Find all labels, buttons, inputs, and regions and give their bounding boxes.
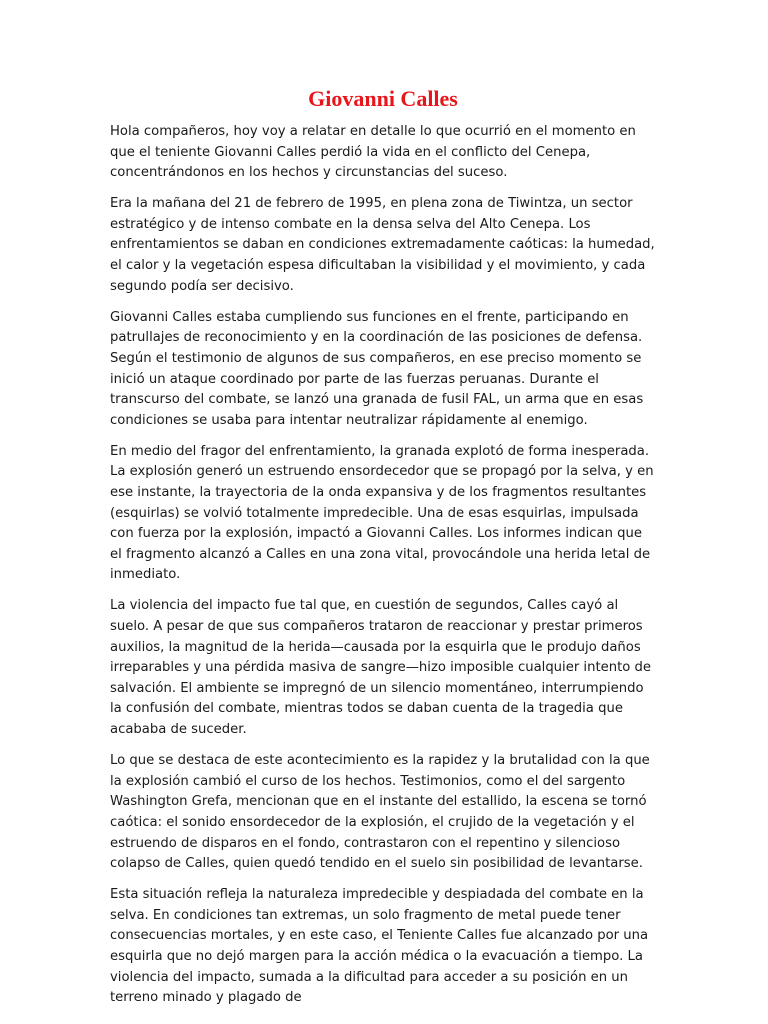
- paragraph-5: La violencia del impacto fue tal que, en cuestión de segundos, Calles cayó al suelo. A pesar de que sus compañeros trataron de reaccionar y prestar primeros auxilios, la magnitud de la herida—causada por la esquirla que le produjo daños irreparables y una pérdida masiva de sangre—hizo imposible cualquier intento de salvación. El ambiente se impregnó de un silencio momentáneo, interrumpiendo la confusión del combate, mientras todos se daban cuenta de la tragedia que acababa de suceder.: [110, 598, 652, 738]
- paragraph-1: Hola compañeros, hoy voy a relatar en detalle lo que ocurrió en el momento en que el teniente Giovanni Calles perdió la vida en el conflicto del Cenepa, concentrándonos en los hechos y circunstancias del suceso.: [110, 124, 636, 181]
- document-page: [110, 84, 656, 1019]
- paragraph-6: Lo que se destaca de este acontecimiento es la rapidez y la brutalidad con la que la explosión cambió el curso de los hechos. Testimonios, como el del sargento Washington Grefa, mencionan que en el instante del estallido, la escena se tornó caótica: el sonido ensordecedor de la explosión, el crujido de la vegetación y el estruendo de disparos en el fondo, contrastaron con el repentino y silencioso colapso de Calles, quien quedó tendido en el suelo sin posibilidad de levantarse.: [110, 753, 650, 872]
- document-title: Giovanni Calles: [308, 86, 458, 111]
- paragraph-2: Era la mañana del 21 de febrero de 1995, en plena zona de Tiwintza, un sector estratégico y de intenso combate en la densa selva del Alto Cenepa. Los enfrentamientos se daban en condiciones extremadamente caóticas: la humedad, el calor y la vegetación espesa dificultaban la visibilidad y el movimiento, y cada segundo podía ser decisivo.: [110, 196, 655, 294]
- paragraph-3: Giovanni Calles estaba cumpliendo sus funciones en el frente, participando en patrullajes de reconocimiento y en la coordinación de las posiciones de defensa. Según el testimonio de algunos de sus compañeros, en ese preciso momento se inició un ataque coordinado por parte de las fuerzas peruanas. Durante el transcurso del combate, se lanzó una granada de fusil FAL, un arma que en esas condiciones se usaba para intentar neutralizar rápidamente al enemigo.: [110, 309, 644, 428]
- paragraph-4: En medio del fragor del enfrentamiento, la granada explotó de forma inesperada. La explosión generó un estruendo ensordecedor que se propagó por la selva, y en ese instante, la trayectoria de la onda expansiva y de los fragmentos resultantes (esquirlas) se volvió totalmente impredecible. Una de esas esquirlas, impulsada con fuerza por la explosión, impactó a Giovanni Calles. Los informes indican que el fragmento alcanzó a Calles en una zona vital, provocándole una herida letal de inmediato.: [110, 443, 654, 583]
- paragraph-7: Esta situación refleja la naturaleza impredecible y despiadada del combate en la selva. En condiciones tan extremas, un solo fragmento de metal puede tener consecuencias mortales, y en este caso, el Teniente Calles fue alcanzado por una esquirla que no dejó margen para la acción médica o la evacuación a tiempo. La violencia del impacto, sumada a la dificultad para acceder a su posición en un terreno minado y plagado de: [110, 887, 649, 1006]
